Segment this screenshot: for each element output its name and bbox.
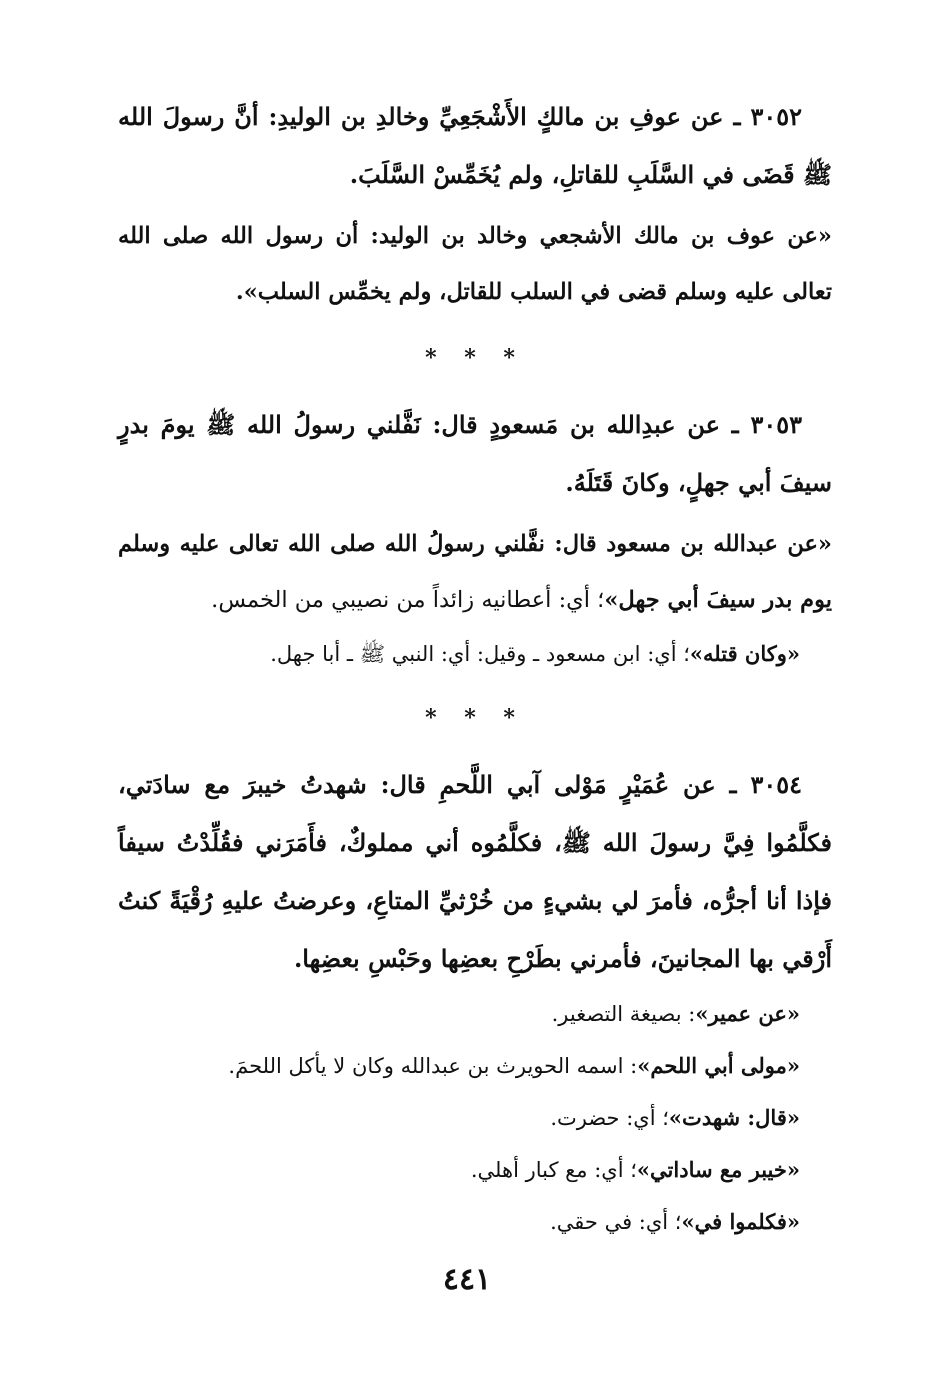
note-quote: «عن عمير» — [695, 1001, 800, 1026]
note-text: ؛ أي: ابن مسعود ـ وقيل: أي: النبي ﷺ ـ أبا جهل. — [270, 642, 690, 666]
section-separator: * * * — [425, 705, 525, 731]
note-text: ؛ أي: مع كبار أهلي. — [470, 1158, 637, 1182]
hadith-3052: ٣٠٥٢ ـ عن عوفِ بن مالكٍ الأَشْجَعِيِّ وخالدِ بن الوليدِ: أنَّ رسولَ الله ﷺ قَضَى في السَّلَبِ للقاتلِ، ولم يُخَمِّسْ السَّلَبَ. — [118, 102, 832, 189]
page-number: ٤٤١ — [442, 1262, 492, 1297]
hadith-3053: ٣٠٥٣ ـ عن عبدِالله بن مَسعودٍ قال: نَفَّلني رسولُ الله ﷺ يومَ بدرٍ سيفَ أبي جهلٍ، وكانَ قَتَلَهُ. — [118, 410, 832, 497]
note-item — [118, 988, 832, 1040]
note-text: ؛ أي: في حقي. — [550, 1210, 682, 1234]
note-quote: «مولى أبي اللحم» — [637, 1053, 800, 1078]
explanation-3053 — [118, 516, 832, 628]
note-3053 — [118, 628, 832, 680]
note-item — [118, 1144, 832, 1196]
note-item — [118, 1040, 832, 1092]
note-quote: «فكلموا في» — [681, 1209, 800, 1234]
explanation-quote: «عن عبدالله بن مسعود قال: نفَّلني رسولُ الله صلى الله تعالى عليه وسلم يوم بدر سيفَ أبي جهل» — [118, 531, 832, 613]
note-text: : اسمه الحويرث بن عبدالله وكان لا يأكل اللحمَ. — [228, 1054, 638, 1078]
note-quote: «قال: شهدت» — [668, 1105, 800, 1130]
note-text: : بصيغة التصغير. — [551, 1002, 696, 1026]
note-text: ؛ أي: حضرت. — [550, 1106, 669, 1130]
note-item — [118, 1196, 832, 1248]
note-quote: «وكان قتله» — [689, 641, 800, 666]
hadith-3054: ٣٠٥٤ ـ عن عُمَيْرٍ مَوْلى آبي اللَّحمِ قال: شهدتُ خيبرَ مع سادَتي، فكلَّمُوا فِيَّ رسولَ الله ﷺ، فكلَّمُوه أني مملوكٌ، فأَمَرَني فقُلِّدْتُ سيفاً فإذا أنا أجرُّه، فأمرَ لي بشيءٍ من خُرْثيِّ المتاعِ، وعرضتُ عليهِ رُقْيَةً كنتُ أَرْقي بها المجانينَ، فأمرني بطَرْحِ بعضِها وحَبْسِ بعضِها. — [118, 770, 832, 973]
note-item — [118, 1092, 832, 1144]
notes-3054 — [118, 988, 832, 1248]
note-quote: «خيبر مع ساداتي» — [636, 1157, 800, 1182]
explanation-3052: «عن عوف بن مالك الأشجعي وخالد بن الوليد: أن رسول الله صلى الله تعالى عليه وسلم قضى في السلب للقاتل، ولم يخمِّس السلب». — [118, 223, 832, 305]
explanation-text: ؛ أي: أعطانيه زائداً من نصيبي من الخمس. — [211, 587, 605, 613]
section-separator: * * * — [425, 345, 525, 371]
